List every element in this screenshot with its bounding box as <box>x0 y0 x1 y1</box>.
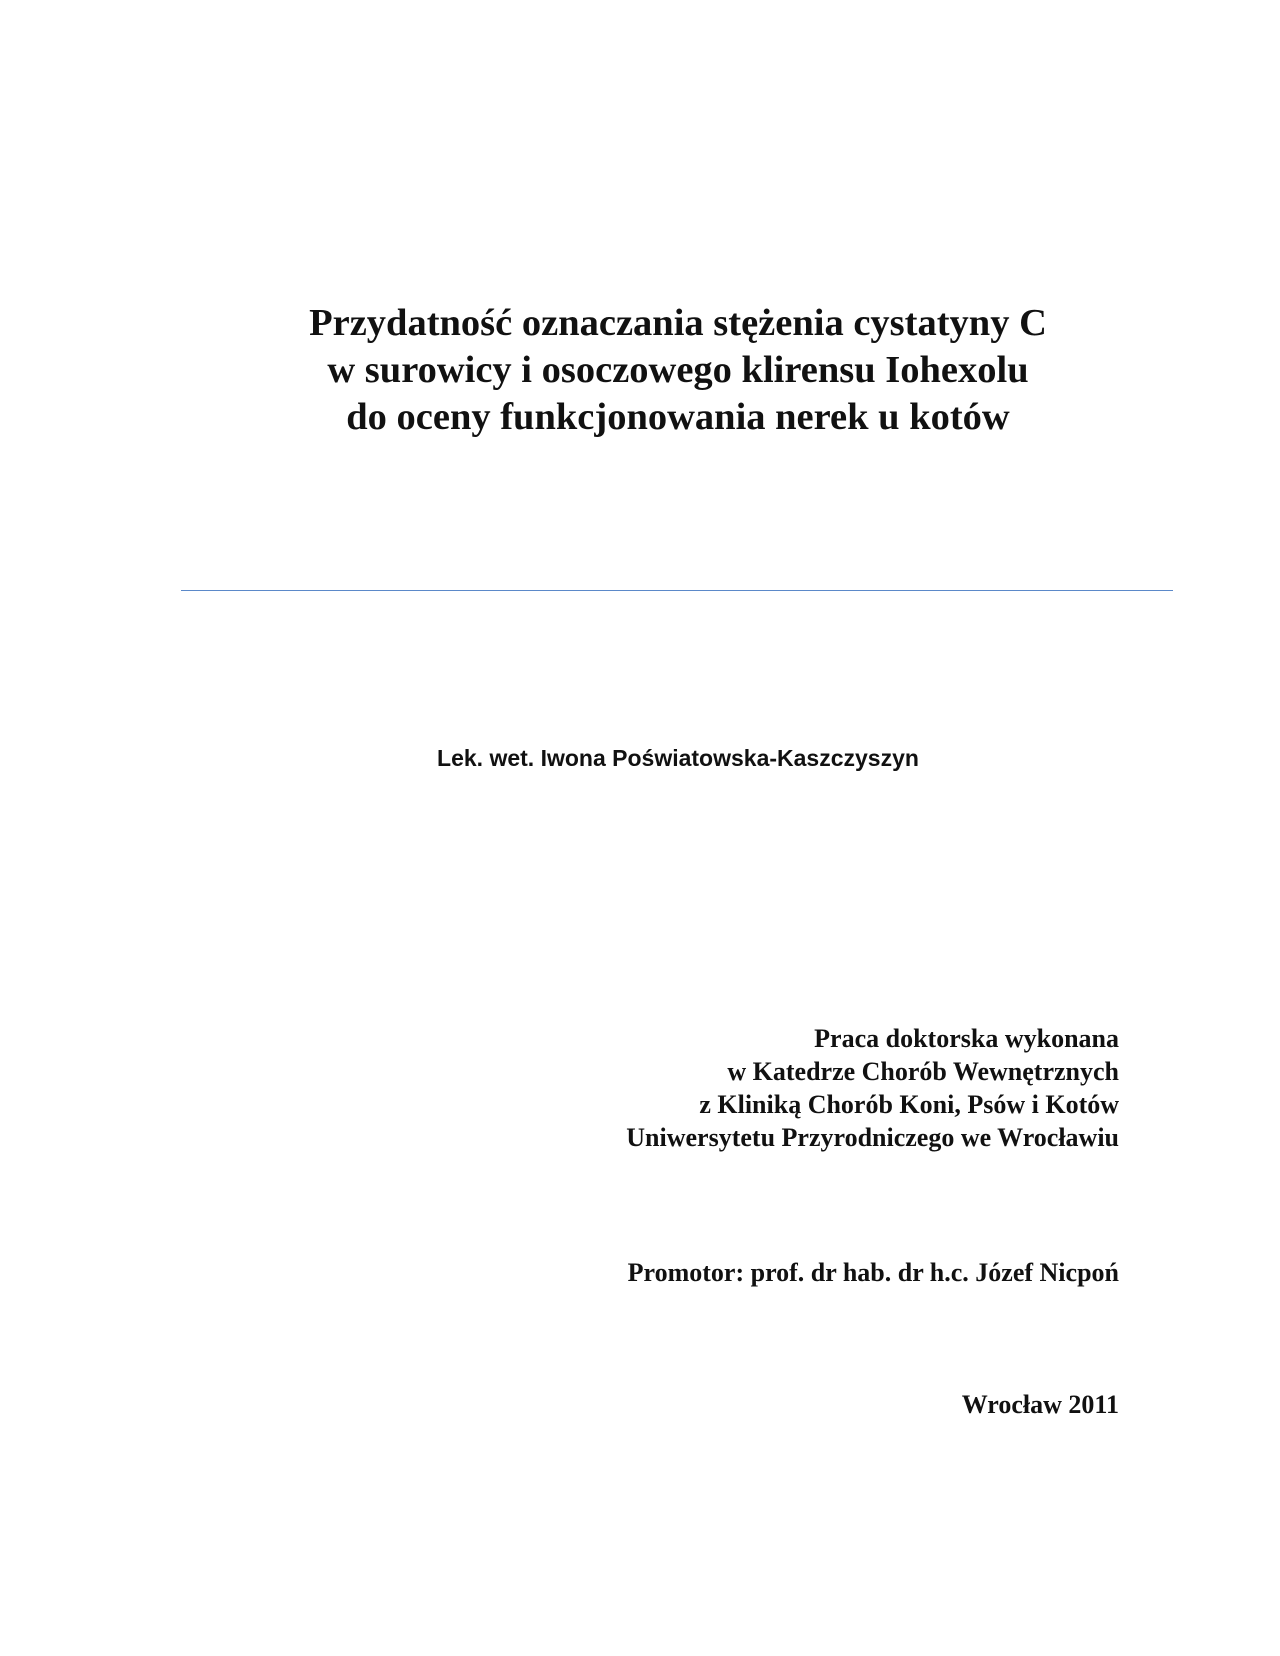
thesis-title-line-1: Przydatność oznaczania stężenia cystatyny C <box>309 302 1047 344</box>
place-and-year: Wrocław 2011 <box>961 1390 1119 1419</box>
thesis-title-line-3: do oceny funkcjonowania nerek u kotów <box>346 396 1010 438</box>
affiliation-line-4: Uniwersytetu Przyrodniczego we Wrocławiu <box>626 1123 1119 1152</box>
affiliation-line-1: Praca doktorska wykonana <box>814 1024 1119 1053</box>
thesis-title-line-2: w surowicy i osoczowego klirensu Iohexolu <box>327 349 1029 391</box>
divider-line <box>181 590 1173 591</box>
affiliation-block <box>626 1022 1119 1154</box>
affiliation-line-2: w Katedrze Chorób Wewnętrznych <box>727 1057 1119 1086</box>
supervisor-line: Promotor: prof. dr hab. dr h.c. Józef Nicpoń <box>627 1258 1119 1287</box>
thesis-title <box>0 300 1280 441</box>
author-name: Lek. wet. Iwona Poświatowska-Kaszczyszyn <box>437 745 919 771</box>
affiliation-line-3: z Kliniką Chorób Koni, Psów i Kotów <box>699 1090 1119 1119</box>
